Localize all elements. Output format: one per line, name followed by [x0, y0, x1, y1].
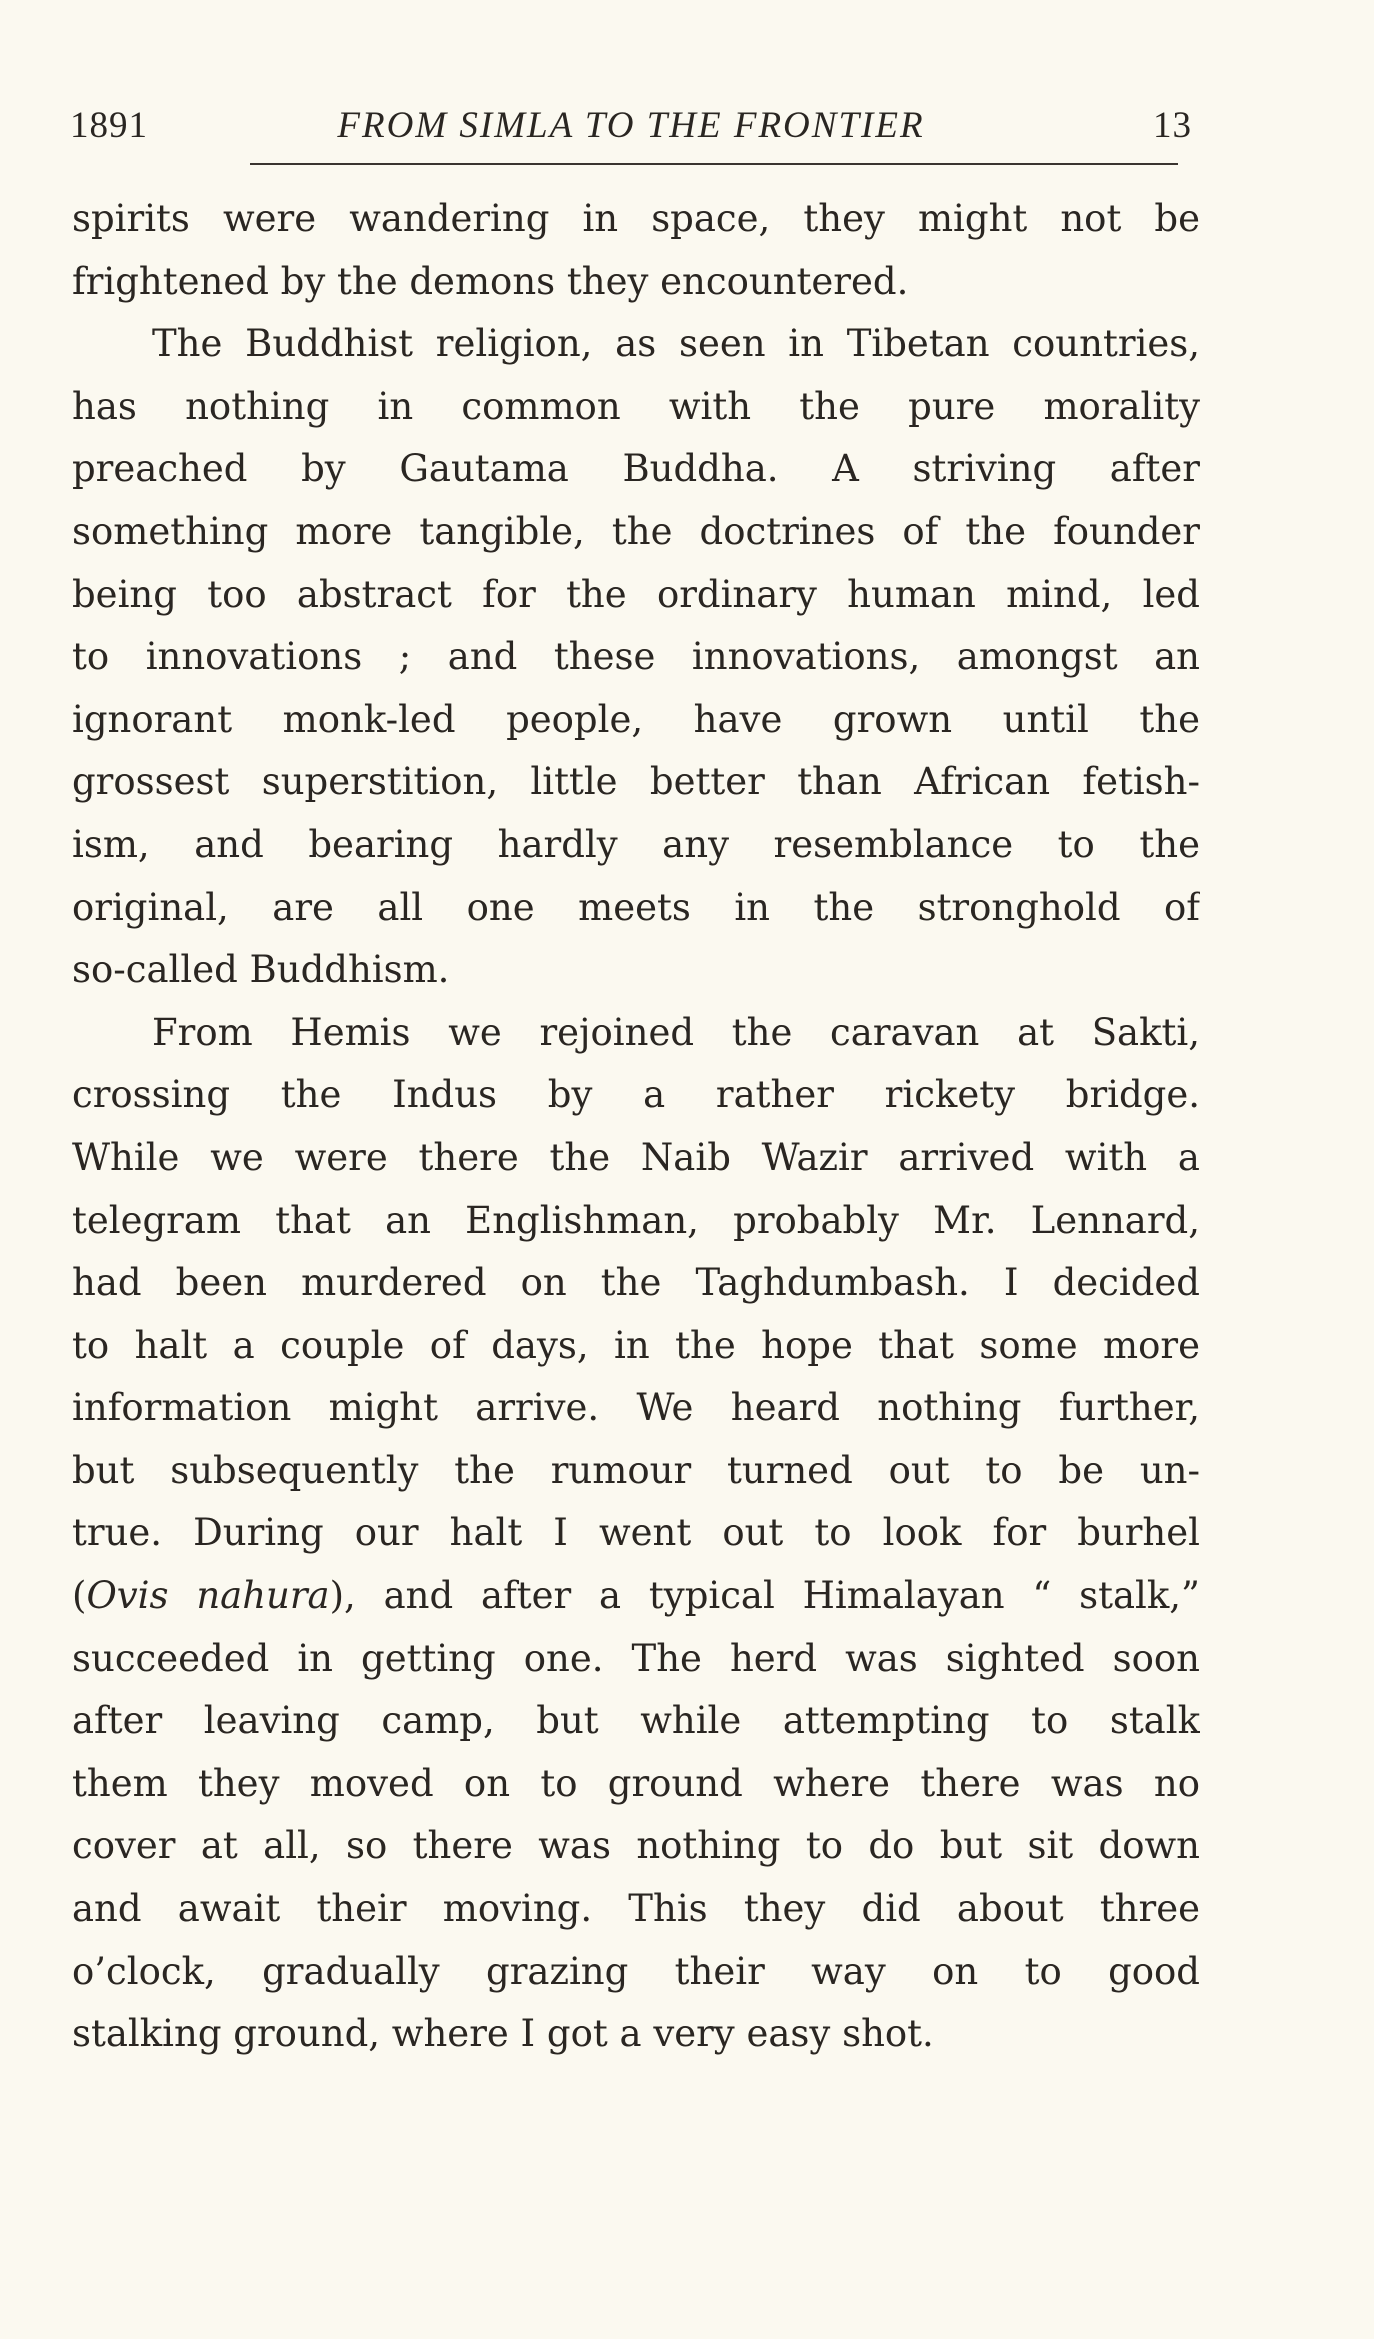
running-head: [70, 96, 1192, 156]
text-line: While we were there the Naib Wazir arrived with a: [72, 1135, 1200, 1179]
text-line: [72, 1565, 1200, 1628]
text-line: ism, and bearing hardly any resemblance to the: [72, 822, 1200, 866]
text-line: information might arrive. We heard nothing further,: [72, 1386, 1200, 1430]
text-line: and await their moving. This they did about three: [72, 1887, 1200, 1931]
text-line: something more tangible, the doctrines of the founder: [72, 509, 1200, 553]
header-year: 1891: [70, 105, 148, 146]
text-line: original, are all one meets in the stronghold of: [72, 885, 1200, 929]
header-title: FROM SIMLA TO THE FRONTIER: [337, 105, 925, 146]
text-line: cover at all, so there was nothing to do but sit down: [72, 1824, 1200, 1868]
text-line: so-called Buddhism.: [72, 948, 450, 992]
body-text: [72, 188, 1200, 2066]
text-line: to halt a couple of days, in the hope that some more: [72, 1323, 1200, 1367]
text-fragment: ), and after a typical Himalayan “ stalk,”: [329, 1574, 1200, 1618]
text-line: them they moved on to ground where there was no: [72, 1761, 1200, 1805]
text-line: frightened by the demons they encountered.: [72, 259, 909, 303]
text-line: succeeded in getting one. The herd was sighted soon: [72, 1636, 1200, 1680]
page-number: 13: [1153, 105, 1192, 146]
text-line: grossest superstition, little better than African fetish-: [72, 760, 1200, 804]
species-name-italic: Ovis nahura: [86, 1574, 330, 1618]
text-line: has nothing in common with the pure morality: [72, 384, 1200, 428]
text-line: telegram that an Englishman, probably Mr. Lennard,: [72, 1198, 1200, 1242]
text-line: but subsequently the rumour turned out to be un-: [72, 1448, 1200, 1492]
text-line: spirits were wandering in space, they might not be: [72, 197, 1200, 240]
text-line: true. During our halt I went out to look for burhel: [72, 1511, 1200, 1555]
text-line: From Hemis we rejoined the caravan at Sakti,: [152, 1010, 1200, 1054]
text-line: after leaving camp, but while attempting to stalk: [72, 1699, 1200, 1743]
text-line: being too abstract for the ordinary human mind, led: [72, 572, 1200, 616]
header-rule: [250, 163, 1178, 165]
text-fragment: (: [72, 1574, 87, 1618]
text-line: preached by Gautama Buddha. A striving after: [72, 447, 1200, 491]
text-line: stalking ground, where I got a very easy shot.: [72, 2012, 934, 2056]
text-line: had been murdered on the Taghdumbash. I decided: [72, 1261, 1200, 1305]
text-line: to innovations ; and these innovations, amongst an: [72, 635, 1200, 679]
text-line: The Buddhist religion, as seen in Tibetan countries,: [152, 322, 1200, 366]
text-line: ignorant monk-led people, have grown until the: [72, 697, 1200, 741]
text-line: crossing the Indus by a rather rickety bridge.: [72, 1073, 1200, 1117]
text-line: o’clock, gradually grazing their way on to good: [72, 1949, 1200, 1993]
